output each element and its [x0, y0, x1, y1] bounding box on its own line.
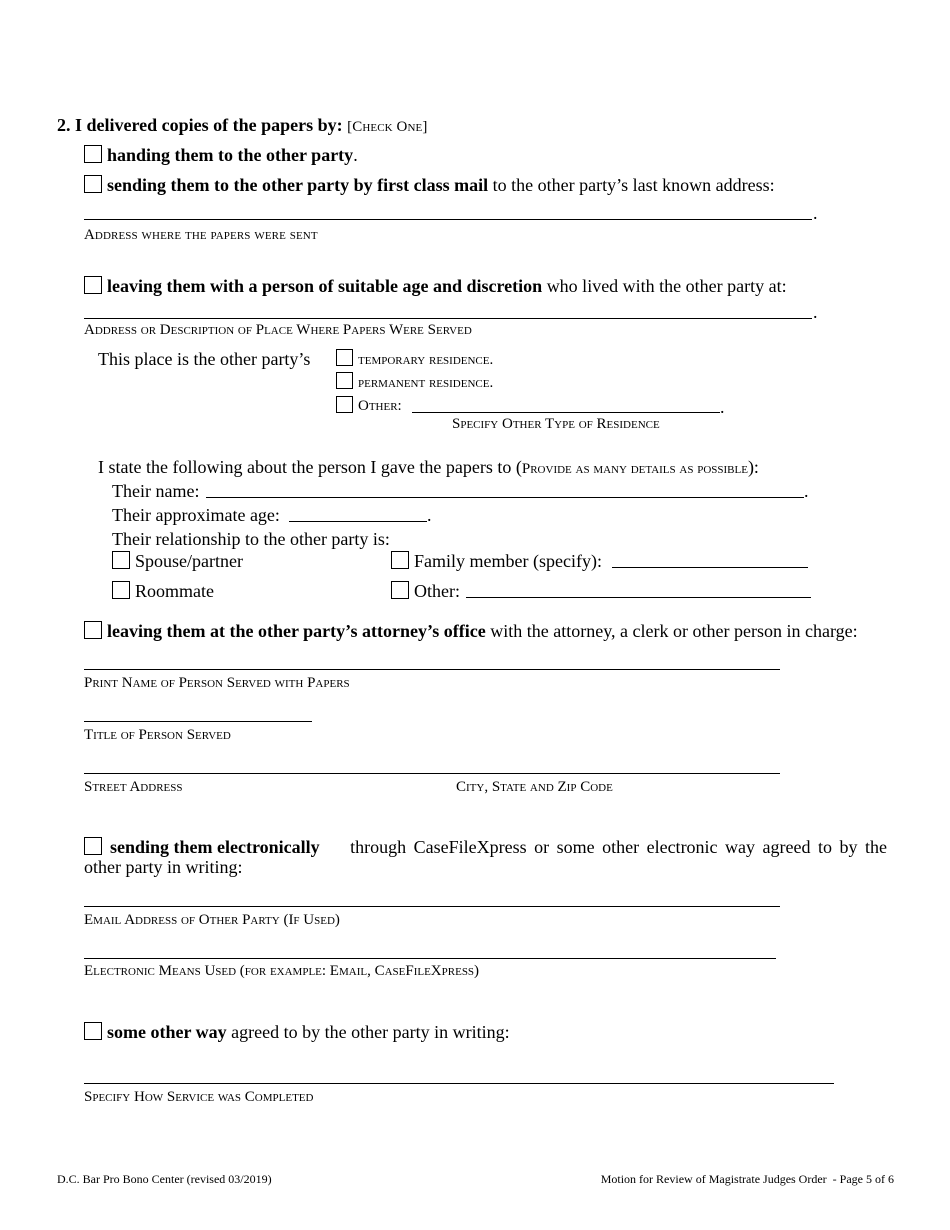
section-heading: 2. I delivered copies of the papers by: [Check One]	[57, 115, 428, 135]
family-member-label: Family member (specify):	[414, 551, 602, 571]
electronic-label-cont: other party in writing:	[84, 857, 243, 877]
period-mark: .	[813, 302, 818, 322]
temporary-residence-checkbox[interactable]	[336, 349, 353, 366]
other-relationship-checkbox[interactable]	[391, 581, 409, 599]
person-intro: I state the following about the person I gave the papers to (Provide as many details as possible):	[98, 457, 759, 477]
electronic-label: sending them electronically through CaseFileXpress or some other electronic way agreed to by the	[110, 837, 887, 857]
other-relationship-field[interactable]	[466, 597, 811, 598]
mail-delivery-checkbox[interactable]	[84, 175, 102, 193]
temporary-residence-label: temporary residence.	[358, 352, 494, 368]
mail-address-caption: Address where the papers were sent	[84, 227, 318, 243]
footer-left: D.C. Bar Pro Bono Center (revised 03/2019)	[57, 1172, 272, 1186]
person-name-field[interactable]	[206, 497, 804, 498]
period-mark: .	[813, 203, 818, 223]
electronic-checkbox[interactable]	[84, 837, 102, 855]
street-address-caption: Street Address	[84, 779, 183, 795]
family-member-checkbox[interactable]	[391, 551, 409, 569]
place-prefix: This place is the other party’s	[98, 349, 311, 369]
leave-with-person-label: leaving them with a person of suitable age and discretion who lived with the other party at:	[107, 276, 787, 296]
other-residence-caption: Specify Other Type of Residence	[452, 416, 660, 432]
person-served-title-caption: Title of Person Served	[84, 727, 231, 743]
person-age-label: Their approximate age:	[112, 505, 280, 525]
city-state-zip-caption: City, State and Zip Code	[456, 779, 613, 795]
family-member-field[interactable]	[612, 567, 808, 568]
email-address-caption: Email Address of Other Party (If Used)	[84, 912, 340, 928]
person-age-field[interactable]	[289, 521, 427, 522]
person-served-name-caption: Print Name of Person Served with Papers	[84, 675, 350, 691]
other-way-checkbox[interactable]	[84, 1022, 102, 1040]
other-way-field[interactable]	[84, 1083, 834, 1084]
other-way-caption: Specify How Service was Completed	[84, 1089, 314, 1105]
other-residence-field[interactable]	[412, 412, 720, 413]
spouse-label: Spouse/partner	[135, 551, 243, 571]
permanent-residence-checkbox[interactable]	[336, 372, 353, 389]
footer-right: Motion for Review of Magistrate Judges Order - Page 5 of 6	[600, 1172, 894, 1186]
leave-with-person-checkbox[interactable]	[84, 276, 102, 294]
person-name-label: Their name:	[112, 481, 200, 501]
spouse-checkbox[interactable]	[112, 551, 130, 569]
email-address-field[interactable]	[84, 906, 780, 907]
hand-delivery-checkbox[interactable]	[84, 145, 102, 163]
check-one-note: [Check One]	[347, 119, 428, 135]
roommate-label: Roommate	[135, 581, 214, 601]
other-relationship-label: Other:	[414, 581, 460, 601]
mail-delivery-label: sending them to the other party by first class mail to the other party’s last known address:	[107, 175, 775, 195]
attorney-office-checkbox[interactable]	[84, 621, 102, 639]
hand-delivery-label: handing them to the other party.	[107, 145, 358, 165]
electronic-means-caption: Electronic Means Used (for example: Email, CaseFileXpress)	[84, 963, 480, 979]
period-mark: .	[427, 505, 432, 525]
other-residence-label: Other:	[358, 398, 402, 414]
person-served-name-field[interactable]	[84, 669, 780, 670]
served-place-caption: Address or Description of Place Where Papers Were Served	[84, 322, 472, 338]
served-place-field[interactable]	[84, 318, 812, 319]
mail-address-field[interactable]	[84, 219, 812, 220]
other-way-label: some other way agreed to by the other party in writing:	[107, 1022, 510, 1042]
person-served-title-field[interactable]	[84, 721, 312, 722]
electronic-means-field[interactable]	[84, 958, 776, 959]
permanent-residence-label: permanent residence.	[358, 375, 494, 391]
other-residence-checkbox[interactable]	[336, 396, 353, 413]
attorney-office-label: leaving them at the other party’s attorney’s office with the attorney, a clerk or other person in charge:	[107, 621, 858, 641]
roommate-checkbox[interactable]	[112, 581, 130, 599]
period-mark: .	[720, 397, 725, 417]
period-mark: .	[804, 481, 809, 501]
relationship-label: Their relationship to the other party is:	[112, 529, 390, 549]
attorney-address-field[interactable]	[84, 773, 780, 774]
